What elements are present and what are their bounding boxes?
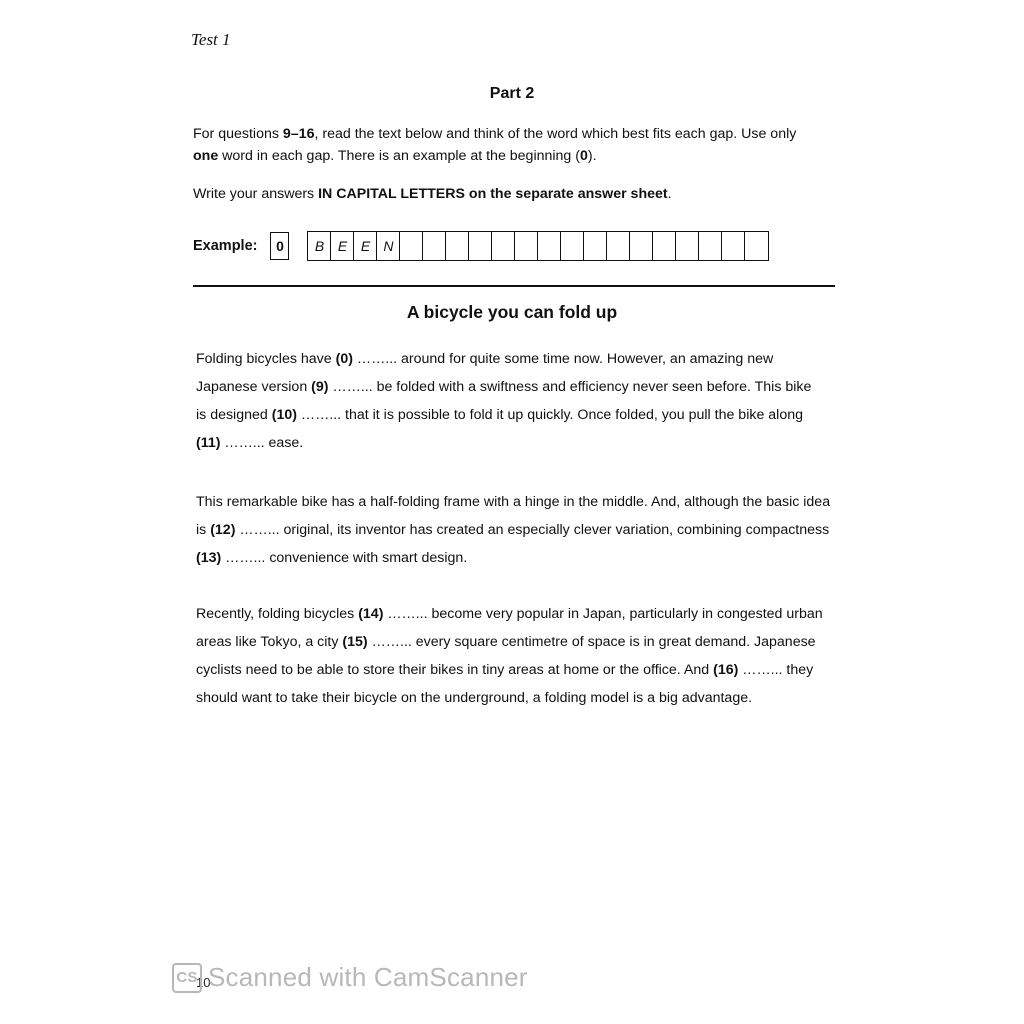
page-number: 10: [196, 975, 211, 990]
text-segment: Folding bicycles have: [196, 351, 336, 367]
example-ref: 0: [579, 148, 588, 164]
text-line: [196, 544, 836, 572]
text-line: [196, 373, 836, 401]
answer-cell: N: [377, 232, 400, 260]
camscanner-watermark: [172, 962, 528, 993]
answer-cell: [400, 232, 423, 260]
text-segment: is designed: [196, 407, 272, 423]
question-range: 9–16: [282, 126, 315, 142]
example-answer-grid: [307, 231, 769, 261]
text-line: [196, 345, 836, 373]
answer-cell: [492, 232, 515, 260]
instruction-text: .: [667, 186, 672, 202]
gap-number: (0): [335, 351, 353, 367]
divider-rule: [193, 285, 835, 287]
text-segment: ……... be folded with a swiftness and efficiency never seen before. This bike: [328, 379, 812, 395]
text-segment: ……... they: [738, 662, 814, 678]
answer-cell: [653, 232, 676, 260]
text-segment: cyclists need to be able to store their bikes in tiny areas at home or the office. And: [196, 662, 714, 678]
answer-cell: E: [331, 232, 354, 260]
answer-cell: B: [308, 232, 331, 260]
text-segment: areas like Tokyo, a city: [196, 634, 343, 650]
example-number-box: 0: [270, 232, 289, 260]
text-segment: should want to take their bicycle on the underground, a folding model is a big advantage.: [196, 690, 753, 706]
text-segment: ……... every square centimetre of space is in great demand. Japanese: [367, 634, 816, 650]
text-segment: Japanese version: [196, 379, 312, 395]
gap-number: (16): [713, 662, 739, 678]
text-segment: ……... around for quite some time now. However, an amazing new: [352, 351, 774, 367]
text-segment: ……... convenience with smart design.: [221, 550, 468, 566]
text-segment: ……... become very popular in Japan, particularly in congested urban: [383, 606, 823, 622]
answer-cell: [745, 232, 768, 260]
camscanner-logo: CS: [172, 963, 202, 993]
text-line: [196, 429, 836, 457]
test-label: Test 1: [191, 30, 231, 49]
text-line: [196, 656, 836, 684]
answer-cell: [607, 232, 630, 260]
text-line: [196, 516, 836, 544]
instructions: [193, 123, 843, 167]
answer-cell: [423, 232, 446, 260]
article-title-text: A bicycle you can fold up: [406, 302, 618, 322]
paragraph-1: [196, 345, 836, 457]
instruction-text: For questions: [193, 126, 283, 142]
answer-cell: [699, 232, 722, 260]
text-line: [196, 401, 836, 429]
paragraph-3: [196, 600, 836, 712]
watermark-text: Scanned with CamScanner: [208, 962, 528, 992]
gap-number: (13): [196, 550, 222, 566]
answer-cell: [630, 232, 653, 260]
text-line: [196, 628, 836, 656]
gap-number: (14): [358, 606, 384, 622]
text-segment: ……... ease.: [220, 435, 304, 451]
gap-number: (12): [210, 522, 236, 538]
instruction-text: Write your answers: [193, 186, 319, 202]
gap-number: (15): [342, 634, 368, 650]
example-row: [193, 230, 769, 262]
instruction-text: word in each gap. There is an example at the beginning (: [218, 148, 580, 164]
text-segment: ……... that it is possible to fold it up quickly. Once folded, you pull the bike along: [296, 407, 803, 423]
answer-cell: [584, 232, 607, 260]
instruction-text: , read the text below and think of the word which best fits each gap. Use only: [314, 126, 797, 142]
answer-instruction: [193, 183, 843, 205]
text-segment: ……... original, its inventor has created an especially clever variation, combining compactness: [235, 522, 830, 538]
example-label: Example:: [193, 238, 258, 254]
text-line: [196, 600, 836, 628]
instruction-text: ).: [587, 148, 597, 164]
gap-number: (9): [311, 379, 329, 395]
answer-cell: [469, 232, 492, 260]
answer-cell: [446, 232, 469, 260]
text-segment: This remarkable bike has a half-folding frame with a hinge in the middle. And, although the basic idea: [196, 494, 831, 510]
text-segment: Recently, folding bicycles: [196, 606, 359, 622]
text-line: [196, 684, 836, 712]
part-title: [0, 85, 1024, 103]
paragraph-2: [196, 488, 836, 572]
answer-cell: [561, 232, 584, 260]
article-title: [0, 302, 1024, 323]
part-title-text: Part 2: [489, 85, 535, 102]
gap-number: (11): [196, 435, 221, 451]
text-segment: is: [196, 522, 211, 538]
gap-number: (10): [271, 407, 297, 423]
answer-cell: [722, 232, 745, 260]
instruction-emphasis: one: [193, 148, 219, 164]
answer-cell: [515, 232, 538, 260]
text-line: [196, 488, 836, 516]
answer-cell: [676, 232, 699, 260]
answer-cell: [538, 232, 561, 260]
answer-cell: E: [354, 232, 377, 260]
instruction-emphasis: IN CAPITAL LETTERS on the separate answer sheet: [318, 186, 668, 202]
